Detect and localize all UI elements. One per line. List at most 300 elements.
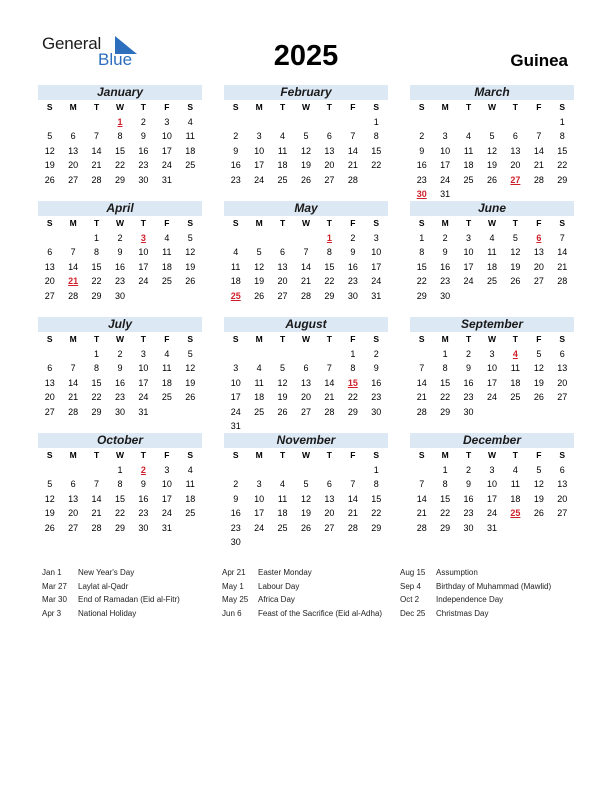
day-cell: 7 xyxy=(350,479,356,489)
day-cell: 22 xyxy=(416,276,427,286)
day-cell: 22 xyxy=(91,392,102,402)
weekday-label: T xyxy=(279,218,286,228)
weekday-label: M xyxy=(441,450,449,460)
day-cell: 1 xyxy=(94,348,100,359)
day-cell: 11 xyxy=(463,145,474,156)
empty-day-cell xyxy=(85,463,108,478)
day-cell: 2 xyxy=(233,479,239,489)
day-cell: 9 xyxy=(233,493,239,504)
holiday-day-cell: 25 xyxy=(230,290,241,301)
holiday-name: Independence Day xyxy=(436,595,504,604)
day-cell: 8 xyxy=(94,363,100,373)
legend-item xyxy=(222,593,382,607)
week-row xyxy=(224,231,388,246)
week-row xyxy=(224,347,388,362)
month-title: March xyxy=(410,85,574,100)
empty-day-cell xyxy=(224,347,247,362)
weekday-label: F xyxy=(536,450,542,460)
day-cell: 25 xyxy=(486,276,497,286)
day-cell: 18 xyxy=(277,160,288,170)
holiday-day-cell: 30 xyxy=(416,189,427,199)
day-cell: 17 xyxy=(440,160,451,170)
legend-column xyxy=(222,566,382,620)
day-cell: 31 xyxy=(371,290,382,301)
empty-day-cell xyxy=(224,115,247,130)
weekday-label: W xyxy=(487,102,496,112)
day-cell: 30 xyxy=(371,406,382,417)
legend-item xyxy=(400,580,551,594)
day-cell: 5 xyxy=(47,479,53,489)
day-cell: 6 xyxy=(559,464,565,475)
weekday-header-row xyxy=(410,216,574,231)
day-cell: 9 xyxy=(117,247,123,257)
day-cell: 27 xyxy=(44,406,55,417)
day-cell: 16 xyxy=(463,493,474,504)
day-cell: 11 xyxy=(162,363,172,373)
day-cell: 19 xyxy=(277,392,288,402)
weekday-label: W xyxy=(301,450,310,460)
week-row xyxy=(38,463,202,478)
day-cell: 26 xyxy=(510,276,521,286)
week-row xyxy=(38,376,202,391)
day-cell: 8 xyxy=(326,247,332,257)
day-cell: 19 xyxy=(185,261,196,272)
weekday-label: S xyxy=(187,102,194,112)
day-cell: 23 xyxy=(416,174,427,185)
day-cell: 24 xyxy=(161,508,172,518)
day-cell: 21 xyxy=(347,508,358,518)
weekday-label: T xyxy=(140,450,146,460)
weekday-label: S xyxy=(418,450,425,460)
empty-day-cell xyxy=(318,535,341,550)
day-cell: 7 xyxy=(326,363,332,373)
empty-day-cell xyxy=(480,187,503,202)
day-cell: 2 xyxy=(117,232,123,243)
week-row xyxy=(410,521,574,536)
day-cell: 24 xyxy=(486,392,497,402)
day-cell: 13 xyxy=(324,493,335,504)
day-cell: 6 xyxy=(303,363,309,373)
day-cell: 28 xyxy=(91,174,102,185)
weekday-label: S xyxy=(559,450,566,460)
day-cell: 8 xyxy=(373,479,379,489)
empty-day-cell xyxy=(38,347,61,362)
day-cell: 25 xyxy=(277,522,288,533)
day-cell: 15 xyxy=(371,493,382,504)
day-cell: 2 xyxy=(140,116,146,127)
holiday-date: Apr 21 xyxy=(222,568,246,577)
day-cell: 26 xyxy=(44,174,55,185)
day-cell: 3 xyxy=(466,232,472,243)
empty-day-cell xyxy=(318,347,341,362)
weekday-header-row xyxy=(38,448,202,463)
weekday-label: F xyxy=(164,102,170,112)
weekday-label: S xyxy=(373,334,380,344)
day-cell: 16 xyxy=(114,261,125,272)
day-cell: 18 xyxy=(486,261,497,272)
empty-day-cell xyxy=(271,347,294,362)
holiday-name: Labour Day xyxy=(258,581,300,591)
legend-column xyxy=(42,566,180,620)
day-cell: 4 xyxy=(187,116,193,127)
day-cell: 17 xyxy=(161,493,172,504)
empty-day-cell xyxy=(433,115,456,130)
week-row xyxy=(224,158,388,173)
holiday-date: Jan 1 xyxy=(42,568,62,577)
day-cell: 28 xyxy=(557,276,568,286)
day-cell: 26 xyxy=(277,406,288,417)
day-cell: 23 xyxy=(440,276,451,286)
day-cell: 20 xyxy=(324,160,335,170)
day-cell: 27 xyxy=(324,522,335,533)
day-cell: 17 xyxy=(463,261,474,272)
holiday-name: New Year's Day xyxy=(78,568,135,577)
day-cell: 19 xyxy=(486,160,497,170)
empty-day-cell xyxy=(271,115,294,130)
day-cell: 25 xyxy=(161,392,172,402)
holiday-date: May 1 xyxy=(222,581,244,591)
day-cell: 8 xyxy=(373,131,379,141)
day-cell: 18 xyxy=(510,493,521,504)
holiday-date: Mar 30 xyxy=(42,595,67,604)
week-row xyxy=(38,521,202,536)
weekday-label: W xyxy=(301,334,310,344)
empty-day-cell xyxy=(365,173,388,188)
holiday-date: Dec 25 xyxy=(400,608,426,618)
empty-day-cell xyxy=(318,115,341,130)
day-cell: 10 xyxy=(230,377,241,388)
day-cell: 11 xyxy=(277,493,288,504)
day-cell: 3 xyxy=(442,131,448,141)
holiday-day-cell: 6 xyxy=(536,232,542,243)
day-cell: 4 xyxy=(512,464,518,475)
weekday-label: M xyxy=(255,218,263,228)
day-cell: 15 xyxy=(91,261,102,272)
weekday-label: T xyxy=(512,334,518,344)
day-cell: 21 xyxy=(300,276,311,286)
day-cell: 28 xyxy=(68,406,79,417)
weekday-label: W xyxy=(487,334,496,344)
empty-day-cell xyxy=(480,289,503,304)
day-cell: 30 xyxy=(114,406,125,417)
day-cell: 21 xyxy=(91,508,102,518)
weekday-label: S xyxy=(46,450,53,460)
month-april xyxy=(38,201,202,303)
day-cell: 16 xyxy=(347,261,358,272)
day-cell: 25 xyxy=(463,174,474,185)
weekday-label: S xyxy=(418,334,425,344)
legend-item xyxy=(400,593,551,607)
weekday-label: S xyxy=(373,102,380,112)
empty-day-cell xyxy=(179,173,202,188)
weekday-label: T xyxy=(326,334,332,344)
weekday-label: T xyxy=(279,102,286,112)
week-row xyxy=(38,289,202,304)
week-row xyxy=(224,506,388,521)
day-cell: 15 xyxy=(440,377,451,388)
weekday-label: F xyxy=(536,218,542,228)
day-cell: 16 xyxy=(440,261,451,272)
week-row xyxy=(38,492,202,507)
legend-item xyxy=(222,607,382,621)
empty-day-cell xyxy=(38,115,61,130)
weekday-label: M xyxy=(69,450,77,460)
empty-day-cell xyxy=(551,289,574,304)
month-september xyxy=(410,317,574,419)
day-cell: 21 xyxy=(416,508,427,518)
weekday-header-row xyxy=(224,216,388,231)
week-row xyxy=(224,274,388,289)
day-cell: 22 xyxy=(114,508,125,518)
weekday-header-row xyxy=(224,448,388,463)
day-cell: 23 xyxy=(230,174,241,185)
day-cell: 28 xyxy=(416,406,427,417)
day-cell: 31 xyxy=(161,522,172,533)
day-cell: 28 xyxy=(300,290,311,301)
weekday-header-row xyxy=(224,332,388,347)
empty-day-cell xyxy=(457,115,480,130)
weekday-label: S xyxy=(187,334,194,344)
country-name: Guinea xyxy=(510,51,568,70)
month-may xyxy=(224,201,388,303)
day-cell: 15 xyxy=(371,145,382,156)
weekday-label: S xyxy=(232,450,239,460)
day-cell: 13 xyxy=(533,247,544,257)
week-row xyxy=(410,187,574,202)
day-cell: 4 xyxy=(233,247,239,257)
legend-item xyxy=(42,566,180,580)
empty-day-cell xyxy=(527,187,550,202)
day-cell: 8 xyxy=(419,247,425,257)
holiday-name: Christmas Day xyxy=(436,608,489,618)
day-cell: 17 xyxy=(138,377,149,388)
day-cell: 28 xyxy=(416,522,427,533)
day-cell: 29 xyxy=(114,174,125,185)
holiday-day-cell: 25 xyxy=(510,508,521,518)
month-december xyxy=(410,433,574,535)
empty-day-cell xyxy=(341,419,364,434)
day-cell: 2 xyxy=(350,232,356,243)
weekday-label: S xyxy=(232,102,239,112)
weekday-label: F xyxy=(350,218,356,228)
weekday-label: W xyxy=(301,102,310,112)
day-cell: 18 xyxy=(185,145,196,156)
empty-day-cell xyxy=(247,231,270,246)
week-row xyxy=(224,289,388,304)
day-cell: 11 xyxy=(510,479,521,489)
day-cell: 29 xyxy=(91,406,102,417)
day-cell: 14 xyxy=(557,247,568,257)
empty-day-cell xyxy=(551,187,574,202)
week-row xyxy=(224,144,388,159)
day-cell: 15 xyxy=(324,261,335,272)
empty-day-cell xyxy=(551,405,574,420)
day-cell: 29 xyxy=(347,406,358,417)
day-cell: 4 xyxy=(164,232,170,243)
weekday-header-row xyxy=(410,332,574,347)
weekday-label: W xyxy=(115,102,124,112)
empty-day-cell xyxy=(410,347,433,362)
empty-day-cell xyxy=(527,405,550,420)
empty-day-cell xyxy=(457,187,480,202)
empty-day-cell xyxy=(155,289,178,304)
day-cell: 13 xyxy=(68,493,79,504)
day-cell: 12 xyxy=(44,145,55,156)
day-cell: 5 xyxy=(47,131,53,141)
day-cell: 24 xyxy=(254,522,265,533)
week-row xyxy=(224,535,388,550)
weekday-label: S xyxy=(232,334,239,344)
day-cell: 16 xyxy=(138,145,149,156)
weekday-label: T xyxy=(279,334,286,344)
holiday-name: Birthday of Muhammad (Mawlid) xyxy=(436,581,552,591)
legend-item xyxy=(222,580,382,594)
day-cell: 13 xyxy=(324,145,335,156)
week-row xyxy=(410,492,574,507)
week-row xyxy=(224,521,388,536)
day-cell: 10 xyxy=(486,363,497,373)
day-cell: 17 xyxy=(486,377,497,388)
weekday-label: S xyxy=(187,450,194,460)
day-cell: 16 xyxy=(230,508,241,518)
day-cell: 28 xyxy=(324,406,335,417)
day-cell: 9 xyxy=(419,145,425,156)
weekday-label: F xyxy=(536,334,542,344)
weekday-label: F xyxy=(350,102,356,112)
day-cell: 24 xyxy=(371,276,382,286)
day-cell: 29 xyxy=(557,174,568,185)
month-june xyxy=(410,201,574,303)
weekday-label: T xyxy=(93,218,100,228)
empty-day-cell xyxy=(155,405,178,420)
empty-day-cell xyxy=(504,289,527,304)
day-cell: 3 xyxy=(164,116,170,127)
week-row xyxy=(224,173,388,188)
day-cell: 14 xyxy=(347,145,358,156)
day-cell: 22 xyxy=(91,276,102,286)
empty-day-cell xyxy=(527,521,550,536)
day-cell: 7 xyxy=(350,131,356,141)
day-cell: 12 xyxy=(510,247,521,257)
day-cell: 20 xyxy=(533,261,544,272)
day-cell: 24 xyxy=(138,276,149,286)
day-cell: 15 xyxy=(114,145,125,156)
legend-item xyxy=(42,580,180,594)
day-cell: 7 xyxy=(70,363,76,373)
empty-day-cell xyxy=(504,115,527,130)
day-cell: 25 xyxy=(510,392,521,402)
week-row xyxy=(410,477,574,492)
empty-day-cell xyxy=(341,115,364,130)
day-cell: 28 xyxy=(533,174,544,185)
day-cell: 27 xyxy=(68,174,79,185)
day-cell: 19 xyxy=(44,160,55,170)
empty-day-cell xyxy=(61,347,84,362)
empty-day-cell xyxy=(365,535,388,550)
holiday-date: Aug 15 xyxy=(400,568,426,577)
holiday-name: Assumption xyxy=(436,568,478,577)
day-cell: 7 xyxy=(559,232,565,243)
weekday-label: T xyxy=(512,102,518,112)
day-cell: 26 xyxy=(185,276,196,286)
day-cell: 6 xyxy=(47,363,53,373)
day-cell: 6 xyxy=(47,247,53,257)
empty-day-cell xyxy=(341,535,364,550)
week-row xyxy=(410,405,574,420)
weekday-label: T xyxy=(465,334,472,344)
day-cell: 18 xyxy=(185,493,196,504)
day-cell: 24 xyxy=(161,160,172,170)
weekday-label: T xyxy=(512,218,518,228)
day-cell: 11 xyxy=(231,261,241,272)
week-row xyxy=(38,405,202,420)
day-cell: 27 xyxy=(557,508,568,518)
holiday-date: Mar 27 xyxy=(42,581,67,591)
day-cell: 5 xyxy=(303,131,309,141)
weekday-label: S xyxy=(559,102,566,112)
day-cell: 4 xyxy=(280,131,286,141)
day-cell: 26 xyxy=(486,174,497,185)
day-cell: 24 xyxy=(138,392,149,402)
weekday-label: F xyxy=(536,102,542,112)
day-cell: 10 xyxy=(138,363,149,373)
day-cell: 21 xyxy=(68,392,79,402)
day-cell: 19 xyxy=(185,377,196,388)
day-cell: 3 xyxy=(489,348,495,359)
day-cell: 15 xyxy=(91,377,102,388)
logo-general-text: General xyxy=(42,34,102,53)
weekday-label: T xyxy=(512,450,518,460)
day-cell: 24 xyxy=(254,174,265,185)
day-cell: 19 xyxy=(533,493,544,504)
day-cell: 14 xyxy=(300,261,311,272)
empty-day-cell xyxy=(247,535,270,550)
week-row xyxy=(38,129,202,144)
day-cell: 10 xyxy=(254,145,265,156)
day-cell: 19 xyxy=(44,508,55,518)
month-title: October xyxy=(38,433,202,448)
day-cell: 11 xyxy=(487,247,497,257)
weekday-label: T xyxy=(140,102,146,112)
week-row xyxy=(410,506,574,521)
empty-day-cell xyxy=(224,463,247,478)
day-cell: 27 xyxy=(533,276,544,286)
weekday-label: S xyxy=(232,218,239,228)
weekday-header-row xyxy=(410,448,574,463)
weekday-label: T xyxy=(279,450,286,460)
day-cell: 7 xyxy=(303,247,309,257)
weekday-label: M xyxy=(441,334,449,344)
day-cell: 19 xyxy=(510,261,521,272)
week-row xyxy=(224,492,388,507)
weekday-label: W xyxy=(487,218,496,228)
day-cell: 30 xyxy=(138,174,149,185)
day-cell: 5 xyxy=(303,479,309,489)
day-cell: 3 xyxy=(256,131,262,141)
weekday-label: T xyxy=(93,450,100,460)
day-cell: 7 xyxy=(419,363,425,373)
day-cell: 12 xyxy=(533,363,544,373)
empty-day-cell xyxy=(85,115,108,130)
day-cell: 11 xyxy=(277,145,288,156)
weekday-label: F xyxy=(350,450,356,460)
empty-day-cell xyxy=(247,115,270,130)
week-row xyxy=(38,231,202,246)
week-row xyxy=(224,419,388,434)
day-cell: 1 xyxy=(350,348,356,359)
day-cell: 18 xyxy=(161,377,172,388)
week-row xyxy=(410,129,574,144)
